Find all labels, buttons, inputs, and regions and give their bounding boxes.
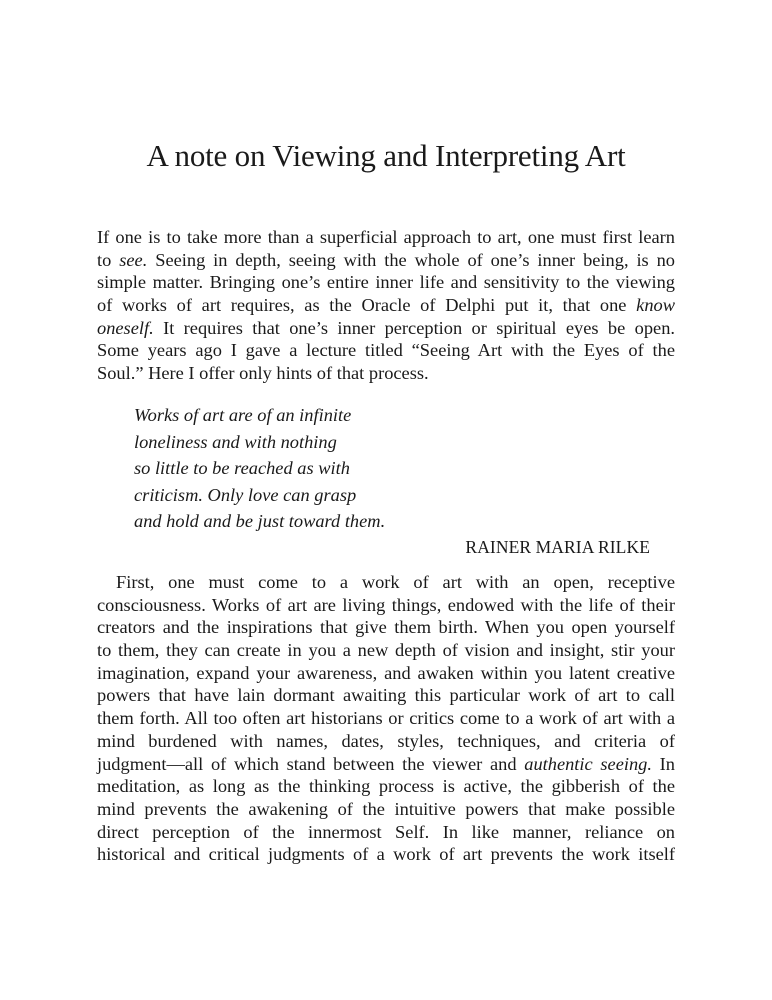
text-segment: meditation, as long as the thinking process is active, the gibberish of the bbox=[97, 776, 675, 797]
text-segment: If one is to take more than a superficial approach to art, one must first learn bbox=[97, 227, 675, 247]
text-segment: Some years ago I gave a lecture titled “Seeing Art with the Eyes of the bbox=[97, 340, 675, 361]
text-segment: consciousness. Works of art are living things, endowed with the life of their bbox=[97, 594, 675, 615]
text-line bbox=[97, 775, 675, 798]
rilke-quote bbox=[134, 402, 385, 535]
quote-line: criticism. Only love can grasp bbox=[134, 484, 357, 505]
page-title: A note on Viewing and Interpreting Art bbox=[146, 138, 626, 173]
text-segment: judgment—all of which stand between the viewer and bbox=[97, 753, 525, 774]
text-line bbox=[97, 294, 675, 317]
text-line bbox=[97, 594, 675, 617]
text-segment: historical and critical judgments of a work of art prevents the work itself bbox=[97, 844, 675, 865]
emphasis-text: oneself. bbox=[97, 317, 154, 338]
text-line bbox=[97, 339, 675, 362]
text-line bbox=[97, 639, 675, 662]
emphasis-text: authentic seeing. bbox=[524, 753, 652, 774]
text-segment: Seeing in depth, seeing with the whole of one’s inner being, is no bbox=[147, 249, 675, 270]
text-segment: It requires that one’s inner perception or spiritual eyes be open. bbox=[153, 317, 675, 338]
text-line bbox=[97, 798, 675, 821]
quote-line: loneliness and with nothing bbox=[134, 431, 337, 452]
text-line bbox=[97, 362, 675, 385]
text-line bbox=[97, 821, 675, 844]
text-line bbox=[97, 753, 675, 776]
text-line bbox=[97, 571, 675, 594]
text-line bbox=[97, 843, 675, 866]
text-segment: simple matter. Bringing one’s entire inner life and sensitivity to the viewing bbox=[97, 272, 675, 293]
body-paragraph bbox=[97, 571, 675, 866]
quote-line: so little to be reached as with bbox=[134, 458, 350, 478]
text-segment: creators and the inspirations that give them birth. When you open yourself bbox=[97, 617, 675, 638]
quote-attribution: RAINER MARIA RILKE bbox=[465, 537, 650, 557]
text-segment: powers that have lain dormant awaiting this particular work of art to call bbox=[97, 685, 675, 706]
text-segment: In bbox=[651, 753, 675, 774]
quote-line: Works of art are of an infinite bbox=[134, 405, 352, 425]
text-segment: mind burdened with names, dates, styles, techniques, and criteria of bbox=[97, 730, 675, 751]
text-line bbox=[97, 730, 675, 753]
quote-line: and hold and be just toward them. bbox=[134, 511, 386, 531]
text-segment: First, one must come to a work of art with an open, receptive bbox=[116, 572, 675, 592]
text-segment: direct perception of the innermost Self. In like manner, reliance on bbox=[97, 821, 675, 842]
text-line bbox=[97, 271, 675, 294]
text-segment: to bbox=[97, 249, 120, 270]
text-segment: of works of art requires, as the Oracle of Delphi put it, that one bbox=[97, 295, 637, 316]
text-line bbox=[97, 684, 675, 707]
text-line bbox=[97, 226, 675, 249]
text-segment: them forth. All too often art historians or critics come to a work of art with a bbox=[97, 708, 675, 729]
text-line bbox=[97, 707, 675, 730]
text-line bbox=[97, 616, 675, 639]
emphasis-text: see. bbox=[119, 249, 148, 270]
text-segment: to them, they can create in you a new depth of vision and insight, stir your bbox=[97, 640, 675, 661]
text-line bbox=[97, 317, 675, 340]
text-line bbox=[97, 662, 675, 685]
text-segment: mind prevents the awakening of the intuitive powers that make possible bbox=[97, 798, 675, 819]
text-segment: Soul.” Here I offer only hints of that process. bbox=[97, 363, 429, 384]
intro-paragraph bbox=[97, 226, 675, 385]
text-segment: imagination, expand your awareness, and awaken within you latent creative bbox=[97, 662, 675, 683]
emphasis-text: know bbox=[636, 295, 675, 316]
text-line bbox=[97, 249, 675, 272]
